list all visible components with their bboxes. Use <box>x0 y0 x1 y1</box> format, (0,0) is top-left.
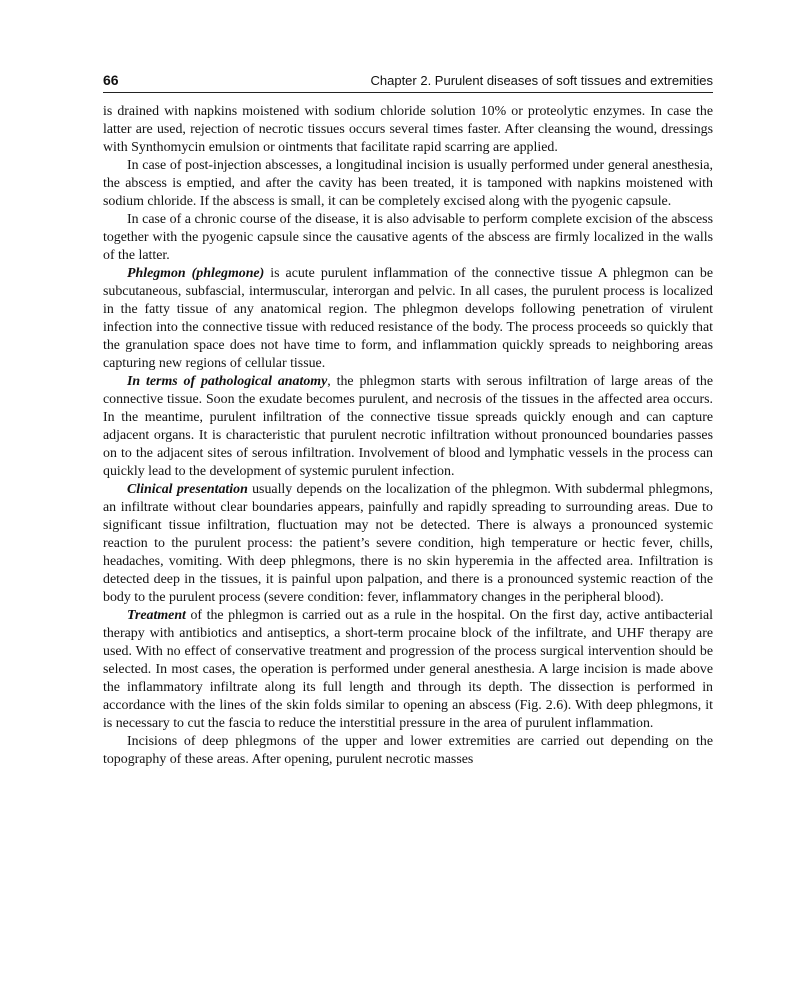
paragraph-deep-phlegmon-incisions <box>103 733 713 769</box>
term-phlegmon: Phlegmon (phlegmone) <box>127 266 265 281</box>
paragraph-text: is acute purulent inflammation of the connective tissue A phlegmon can be subcutaneous, subfascial, intermuscular, interorgan and pelvic. In all cases, the purulent process is localized in the fatty tissue of any anatomical region. The phlegmon develops following penetration of virulent infection into the connective tissue with reduced resistance of the body. The process proceeds so quickly that the granulation space does not have time to form, and inflammation quickly spreads to neighboring areas capturing new regions of cellular tissue. <box>103 266 713 371</box>
paragraph-post-injection-abscesses <box>103 157 713 211</box>
page-number: 66 <box>103 72 119 88</box>
paragraph-text: Incisions of deep phlegmons of the upper and lower extremities are carried out depending on the topography of these areas. After opening, purulent necrotic masses <box>103 734 713 767</box>
paragraph-treatment <box>103 607 713 733</box>
paragraph-text: usually depends on the localization of the phlegmon. With subdermal phlegmons, an infiltrate without clear boundaries appears, painfully and rapidly spreading to surrounding areas. Due to significant tissue infiltration, fluctuation may not be detected. There is always a pronounced systemic reaction to the purulent process: the patient’s severe condition, high temperature or hectic fever, chills, headaches, vomiting. With deep phlegmons, there is no skin hyperemia in the affected area. Infiltration is detected deep in the tissues, it is painful upon palpation, and there is a pronounced systemic reaction of the body to the purulent process (severe condition: fever, inflammatory changes in the peripheral blood). <box>103 482 713 605</box>
paragraph-text: , the phlegmon starts with serous infiltration of large areas of the connective tissue. Soon the exudate becomes purulent, and necrosis of the tissues in the affected area occurs. In the meantime, purulent infiltration of the connective tissue spreads quickly enough and can capture adjacent organs. It is characteristic that purulent necrotic infiltration without pronounced boundaries passes on to the adjacent sites of serous infiltration. Involvement of blood and lymphatic vessels in the process can quickly lead to the development of systemic purulent infection. <box>103 374 714 479</box>
paragraph-chronic-course <box>103 211 713 265</box>
term-clinical-presentation: Clinical presentation <box>127 482 248 497</box>
term-treatment: Treatment <box>127 608 186 623</box>
paragraph-pathological-anatomy <box>103 373 713 481</box>
paragraph-clinical-presentation <box>103 481 713 607</box>
paragraph-text: of the phlegmon is carried out as a rule in the hospital. On the first day, active antibacterial therapy with antibiotics and antiseptics, a short-term procaine block of the infiltrate, and UHF therapy are used. With no effect of conservative treatment and progression of the process surgical intervention should be selected. In most cases, the operation is performed under general anesthesia. A large incision is made above the inflammatory infiltrate along its full length and through its depth. The dissection is performed in accordance with the lines of the skin folds similar to opening an abscess (Fig. 2.6). With deep phlegmons, it is necessary to cut the fascia to reduce the interstitial pressure in the area of purulent inflammation. <box>103 608 713 731</box>
body-text <box>103 103 713 769</box>
paragraph-text: In case of a chronic course of the disease, it is also advisable to perform complete excision of the abscess together with the pyogenic capsule since the causative agents of the abscess are firmly localized in the walls of the latter. <box>103 212 713 263</box>
running-title: Chapter 2. Purulent diseases of soft tissues and extremities <box>370 73 713 88</box>
paragraph-continuation <box>103 103 713 157</box>
paragraph-text: In case of post-injection abscesses, a longitudinal incision is usually performed under general anesthesia, the abscess is emptied, and after the cavity has been treated, it is tamponed with napkins moistened with sodium chloride. If the abscess is small, it can be completely excised along with the pyogenic capsule. <box>103 158 713 209</box>
page-header <box>103 70 713 93</box>
paragraph-text: is drained with napkins moistened with sodium chloride solution 10% or proteolytic enzymes. In case the latter are used, rejection of necrotic tissues occurs several times faster. After cleansing the wound, dressings with Synthomycin emulsion or ointments that facilitate rapid scarring are applied. <box>103 104 713 155</box>
term-pathological-anatomy: In terms of pathological anatomy <box>127 374 328 389</box>
paragraph-phlegmon-definition <box>103 265 713 373</box>
